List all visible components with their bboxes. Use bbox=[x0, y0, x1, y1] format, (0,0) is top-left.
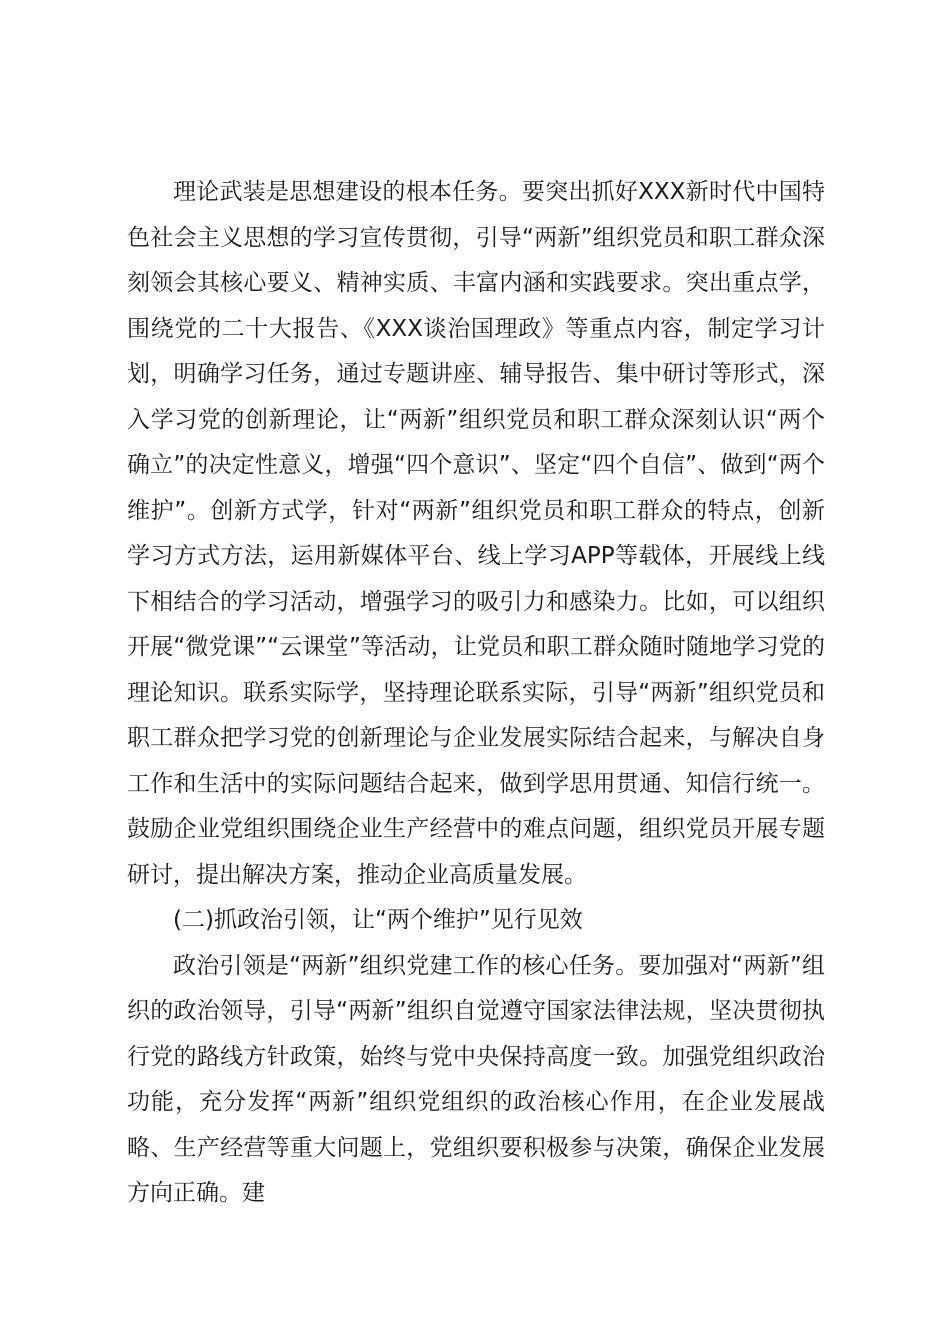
paragraph-theory-arming: 理论武装是思想建设的根本任务。要突出抓好XXX新时代中国特色社会主义思想的学习宣传贯彻，引导“两新”组织党员和职工群众深刻领会其核心要义、精神实质、丰富内涵和实践要求。突出重点学，围绕党的二十大报告、《XXX谈治国理政》等重点内容，制定学习计划，明确学习任务，通过专题讲座、辅导报告、集中研讨等形式，深入学习党的创新理论，让“两新”组织党员和职工群众深刻认识“两个确立”的决定性意义，增强“四个意识”、坚定“四个自信”、做到“两个维护”。创新方式学，针对“两新”组织党员和职工群众的特点，创新学习方式方法，运用新媒体平台、线上学习APP等载体，开展线上线下相结合的学习活动，增强学习的吸引力和感染力。比如，可以组织开展“微党课”“云课堂”等活动，让党员和职工群众随时随地学习党的理论知识。联系实际学，坚持理论联系实际，引导“两新”组织党员和职工群众把学习党的创新理论与企业发展实际结合起来，与解决自身工作和生活中的实际问题结合起来，做到学思用贯通、知信行统一。鼓励企业党组织围绕企业生产经营中的难点问题，组织党员开展专题研讨，提出解决方案，推动企业高质量发展。 bbox=[127, 179, 825, 888]
document-body bbox=[127, 170, 825, 1217]
section-heading-political-leadership: (二)抓政治引领，让“两个维护”见行见效 bbox=[173, 907, 583, 933]
paragraph-political-leadership: 政治引领是“两新”组织党建工作的核心任务。要加强对“两新”组织的政治领导，引导“两新”组织自觉遵守国家法律法规，坚决贯彻执行党的路线方针政策，始终与党中央保持高度一致。加强党组织政治功能，充分发挥“两新”组织党组织的政治核心作用，在企业发展战略、生产经营等重大问题上，党组织要积极参与决策，确保企业发展方向正确。建 bbox=[127, 952, 825, 1206]
